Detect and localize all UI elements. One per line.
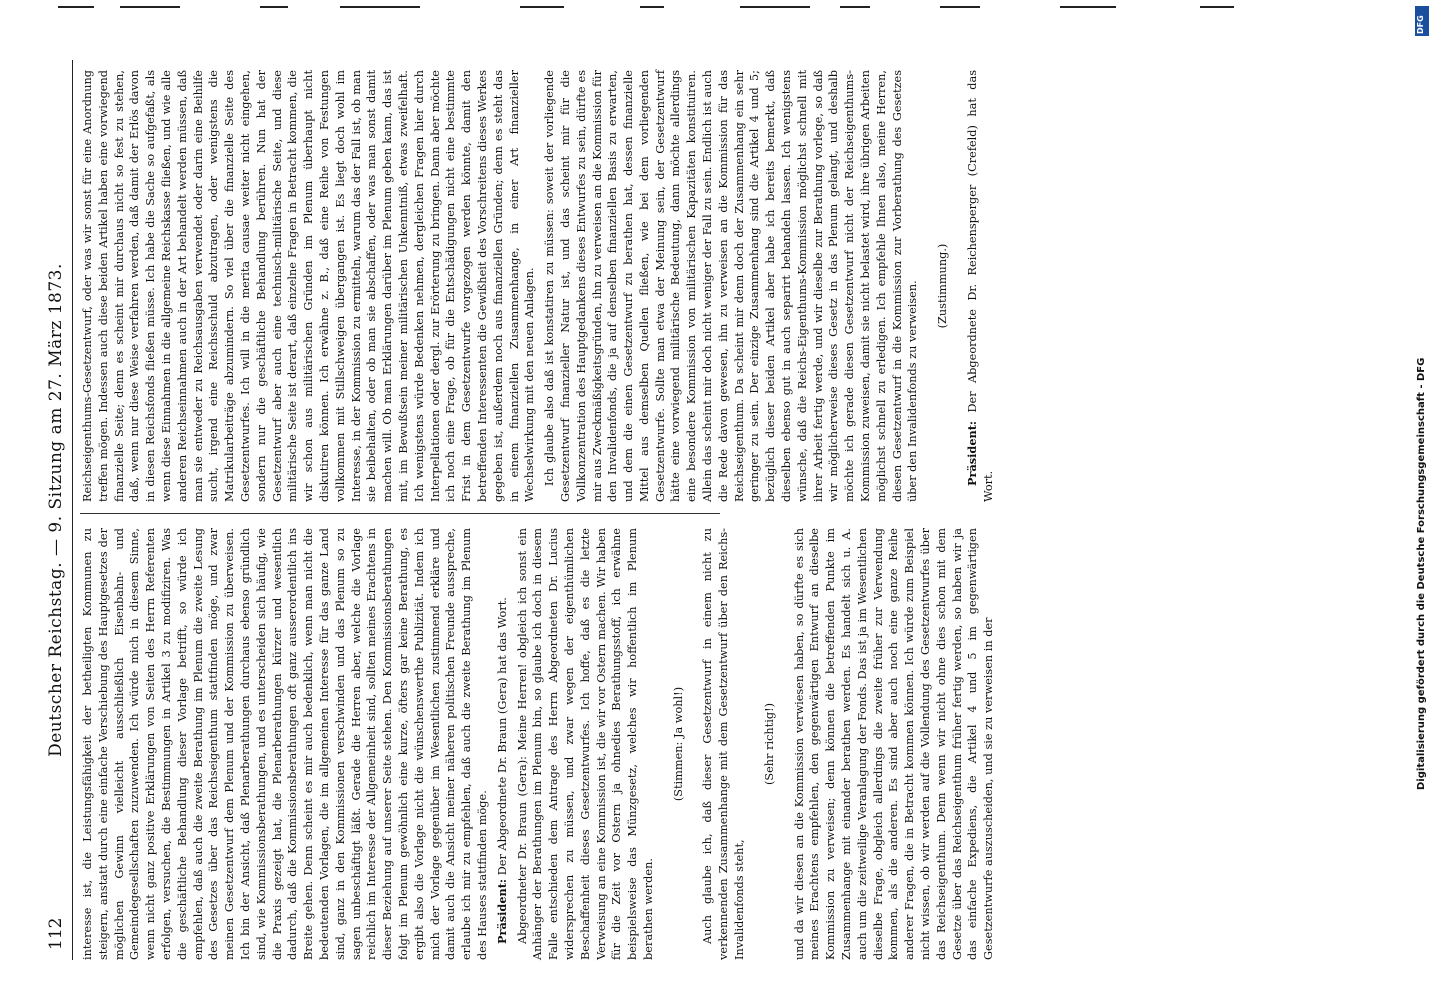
scan-edge	[0, 0, 1432, 12]
left-column	[80, 528, 1001, 960]
paragraph: Reichseigenthums-Gesetzentwurf, oder was wir sonst für eine Anordnung treffen mögen. Indessen auch diese beiden Artikel haben eine vorwiegend finanzielle Seite; denn es scheint mir durchaus nicht so fest zu stehen, daß, wenn nur diese Weise verfahren werden, daß damit der Erlös davon in diesen Reichsfonds fließen müsse. Ich habe die Sache so aufgefaßt, als wenn diese Einnahmen in die allgemeine Reichskasse fließen, und wie alle anderen Reichseinnahmen auch in der Art behandelt werden müssen, daß man sie entweder zu Reichsausgaben verwendet oder darin eine Beihilfe sucht, irgend eine Reichsschuld abzutragen, oder wenigstens die Matrikularbeiträge abzumindern. So viel über die finanzielle Seite des Gesetzentwurfes. Ich will in die merita causae weiter nicht eingehen, sondern nur die geschäftliche Behandlung berühren. Nun hat der Gesetzentwurf aber auch eine technisch-militärische Seite, und diese militärische Seite ist derart, daß einzelne Fragen in Betracht kommen, die wir schon aus militärischen Gründen im Plenum überhaupt nicht diskutiren können. Ich erwähne z. B., daß eine Reihe von Festungen vollkommen mit Stillschweigen übergangen ist. Es liegt doch wohl im Interesse, in der Kommission zu ermitteln, warum das der Fall ist, ob man sie beibehalten, oder ob man sie abschaffen, oder was man sonst damit machen will. Ob man Erklärungen darüber im Plenum geben kann, das ist mit, im Bewußtsein meiner militärischen Unkenntniß, etwas zweifelhaft. Ich wenigstens würde Bedenken nehmen, dergleichen Fragen hier durch Interpellationen oder dergl. zur Erörterung zu bringen. Dann aber möchte ich noch eine Frage, ob für die Entschädigungen nicht eine bestimmte Frist in dem Gesetzentwurfe vorgezogen werden könnte, damit den betreffenden Interessenten die Gewißheit des Vorschreitens dieses Werkes gegeben ist, außerdem noch aus finanziellen Gründen; denn es steht das in einem finanziellen Zusammenhange, in einer Art finanzieller Wechselwirkung mit den neuen Anlagen.	[81, 70, 537, 502]
interjection: (Zustimmung.)	[936, 243, 950, 329]
paragraph	[965, 70, 997, 502]
column-divider	[80, 513, 720, 514]
paragraph-text: Der Abgeordnete Dr. Reichensperger (Crefeld) hat das Wort.	[966, 69, 995, 502]
document-page	[42, 60, 996, 960]
page-number: 112	[46, 917, 66, 950]
digitization-credit: Digitalisierung gefördert durch die Deutsche Forschungsgemeinschaft - DFG	[1416, 357, 1427, 790]
paragraph: Auch glaube ich, daß dieser Gesetzentwurf in einem nicht zu verkennenden Zusammenhange mit dem Gesetzentwurf über den Reichs-Invalidenfonds steht,	[701, 528, 747, 960]
page-header	[42, 60, 73, 960]
paragraph: Abgeordneter Dr. Braun (Gera): Meine Herren! obgleich ich sonst ein Anhänger der Berathungen im Plenum bin, so glaube ich doch in diesem Falle entschieden dem Antrage des Herrn Abgeordneten Dr. Lucius widersprechen zu müssen, und zwar wegen der eigenthümlichen Beschaffenheit dieses Gesetzentwurfes. Ich hoffe, daß es die letzte Verweisung an eine Kommission ist, die wir vor Ostern machen. Wir haben für die Zeit vor Ostern ja ohnedies Berathungsstoff, ich erwähne beispielsweise das Münzgesetz, welches wir hoffentlich im Plenum berathen werden.	[515, 528, 655, 960]
speaker-label: Präsident:	[494, 878, 509, 944]
dfg-logo: DFG	[1415, 6, 1429, 36]
paragraph-text: Der Abgeordnete Dr. Braun (Gera) hat das Wort.	[495, 597, 509, 876]
paragraph	[495, 528, 511, 960]
right-column	[80, 70, 1001, 502]
paragraph: und da wir diesen an die Kommission verwiesen haben, so dürfte es sich meines Erachtens empfehlen, den gegenwärtigen Entwurf an dieselbe Kommission zu verweisen; denn können die betreffenden Punkte im Zusammenhange mit einander berathen werden. Es handelt sich u. A. auch um die zeitweilige Veranlagung der Fonds. Das ist ja im Wesentlichen dieselbe Frage, obgleich allerdings die zweite früher zur Verwendung kommen, als die anderen. Es sind aber auch noch eine ganze Reihe anderer Fragen, die in Betracht kommen können. Ich würde zum Beispiel nicht wissen, ob wir werden auf die Vollendung des Gesetzentwurfes über das Reichseigenthum. Denn wenn wir nicht ohne dies schon mit dem Gesetze über das Reichseigenthum früher fertig werden, so haben wir ja das einfache Expediens, die Artikel 4 und 5 im gegenwärtigen Gesetzentwurfe auszuscheiden, und sie zu verweisen in der	[792, 528, 996, 960]
paragraph: interesse ist, die Leistungsfähigkeit der betheiligten Kommunen zu steigern, anstatt durch eine einfache Verschiebung des Hauptgesetzes der möglichen Gewinn vielleicht ausschließlich Eisenbahn- und Gemeindegesellschaften zuzuwenden. Ich würde mich in diesem Sinne, wenn nicht ganz positive Erklärungen von Seiten des Herrn Referenten erfolgen, versuchen, die Bestimmungen in Artikel 3 zu modifiziren. Was die geschäftliche Behandlung dieser Vorlage betrifft, so würde ich empfehlen, daß auch die zweite Berathung im Plenum die zweite Lesung des Gesetzes über das Reichseigenthum stattfinden möge, und zwar meinen Gesetzentwurf dem Plenum und der Kommission zu überweisen. Ich bin der Ansicht, daß Plenarberathungen durchaus ebenso gründlich sind, wie Kommissionsberathungen, und es unterscheiden sich häufig, wie die Praxis gezeigt hat, die Plenarberathungen kürzer und wesentlich dadurch, daß die Kommissionsberathungen oft ganz ausserordentlich ins Breite gehen. Denn scheint es mir auch bedenklich, wenn man nicht die bedeutenden Vorlagen, die im allgemeinen Interesse für das ganze Land sind, ganz in den Kommissionen verschwinden und das Plenum so zu sagen unbeschäftigt läßt. Gerade die Herren aber, welche die Vorlage reichlich im Interesse der Allgemeinheit sind, sollten meines Erachtens in dieser Beziehung auf unserer Seite stehen. Den Kommissionsberathungen folgt im Plenum gewöhnlich eine kurze, öfters gar keine Berathung, es ergibt also die Vorlage nicht die wünschenswerthe Publizität. Indem ich mich der Vorlage gegenüber im Wesentlichen zustimmend erkläre und damit auch die Ansicht meiner näheren politischen Freunde ausspreche, erlaube ich mir zu empfehlen, daß auch die zweite Berathung im Plenum des Hauses stattfinden möge.	[81, 528, 489, 960]
interjection: (Sehr richtig!)	[762, 702, 776, 786]
interjection: (Stimmen: Ja wohl!)	[671, 686, 685, 802]
speaker-label: Präsident:	[965, 420, 980, 486]
paragraph: Ich glaube also daß ist konstatiren zu müssen: soweit der vorliegende Gesetzentwurf finanzieller Natur ist, und das scheint mir für die Vollkonzentration des Hauptgedankens dieses Entwurfes zu sein, dürfte es mir aus Zweckmäßigkeitsgründen, ihn zu verweisen an die Kommission für den Invalidenfonds, die ja auf denselben finanziellen Basis zu erwarten, und dem die einen Gesetzentwurf zu berathen hat, dessen finanzielle Mittel aus demselben Quellen fließen, wie bei dem vorliegenden Gesetzentwurfe. Sollte man etwa der Meinung sein, der Gesetzentwurf hätte eine vorwiegend militärische Bedeutung, dann möchte allerdings eine besondere Kommission von militärischen Kapazitäten konstituiren. Allein das scheint mir doch nicht weniger der Fall zu sein. Endlich ist auch die Rede davon gewesen, ihn zu verweisen an die Kommission für das Reichseigenthum. Da scheint mir denn doch der Zusammenhang ein sehr geringer zu sein. Der einzige Zusammenhang sind die Artikel 4 und 5; bezüglich dieser beiden Artikel aber habe ich bereits bemerkt, daß dieselben ebenso gut in auch separirt behandeln lassen. Ich wenigstens wünsche, daß die Reichs-Eigenthums-Kommission möglichst schnell mit ihrer Arbeit fertig werde, und wir dieselbe zur Berathung vorlege, so daß wir möglicherweise dieses Gesetz in das Plenum gelangt, und deshalb möchte ich gerade diesen Gesetzentwurf nicht der Reichseigenthums-Kommission zuweisen, damit sie nicht belastet wird, ihre übrigen Arbeiten möglichst schnell zu erledigen. Ich empfehle Ihnen also, meine Herren, diesen Gesetzentwurf in die Kommission zur Vorberathung des Gesetzes über den Invalidenfonds zu verweisen.	[543, 70, 920, 502]
running-head: Deutscher Reichstag. — 9. Sitzung am 27. März 1873.	[46, 263, 66, 757]
